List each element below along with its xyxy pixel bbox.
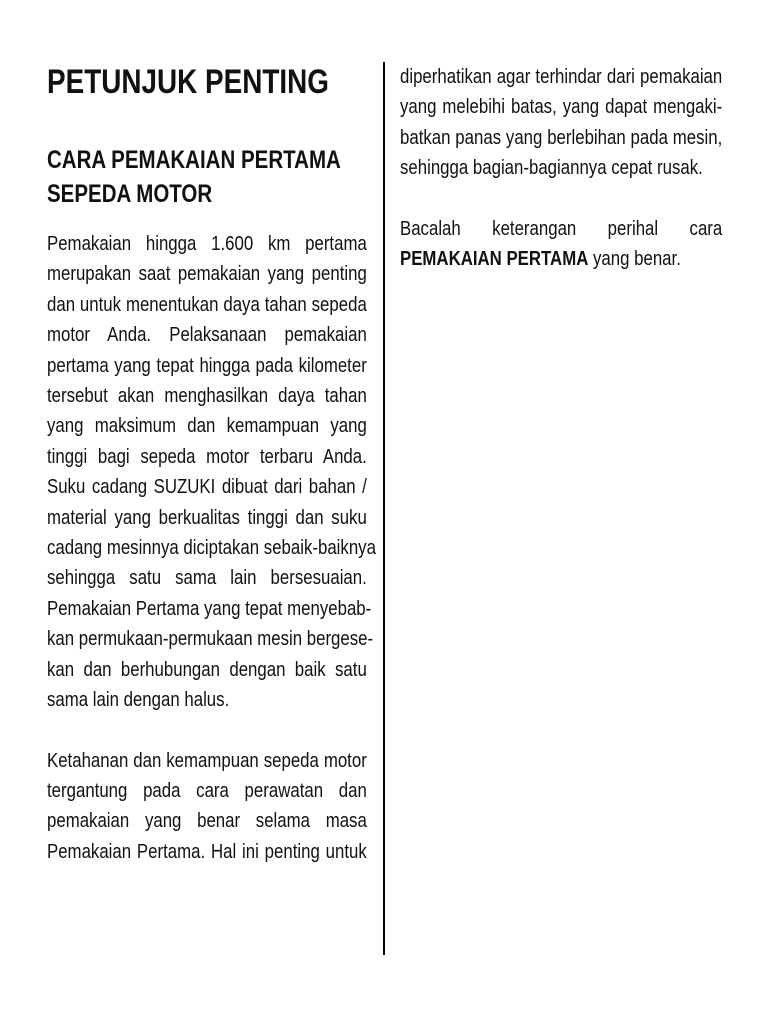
text-line: dan untuk menentukan daya tahan sepeda (47, 292, 367, 316)
right-paragraph-1 (400, 62, 722, 184)
text-line: sehingga satu sama lain bersesuaian. (47, 566, 367, 590)
right-paragraph-2 (400, 214, 722, 275)
text-line: Ketahanan dan kemampuan sepeda motor (47, 748, 367, 772)
text-line: material yang berkualitas tinggi dan suku (47, 505, 367, 529)
right-paragraph-2-tail: yang benar. (588, 247, 681, 271)
text-line: kan dan berhubungan dengan baik satu (47, 657, 367, 681)
text-line: cadang mesinnya diciptakan sebaik-baiknya (47, 536, 376, 560)
text-line: Pemakaian Pertama. Hal ini penting untuk (47, 839, 367, 863)
text-line: batkan panas yang berlebihan pada mesin, (400, 125, 723, 149)
text-line: yang maksimum dan kemampuan yang (47, 414, 367, 438)
column-divider (383, 62, 385, 955)
left-column (47, 229, 376, 867)
text-line: tinggi bagi sepeda motor terbaru Anda. (47, 444, 367, 468)
emphasis-text: PEMAKAIAN PERTAMA (400, 247, 589, 271)
text-line: sehingga bagian-bagiannya cepat rusak. (400, 156, 703, 180)
text-line: sama lain dengan halus. (47, 688, 230, 712)
right-column (400, 62, 722, 274)
text-line: diperhatikan agar terhindar dari pemakaian (400, 65, 723, 88)
text-line: kan permukaan-permukaan mesin bergese- (47, 627, 374, 651)
text-line: merupakan saat pemakaian yang penting (47, 262, 367, 286)
text-line: tersebut akan menghasilkan daya tahan (47, 384, 367, 408)
text-line: tergantung pada cara perawatan dan (47, 778, 367, 802)
text-line: Pemakaian Pertama yang tepat menyebab- (47, 596, 372, 620)
text-line: pertama yang tepat hingga pada kilometer (47, 353, 367, 377)
text-line: Suku cadang SUZUKI dibuat dari bahan / (47, 475, 367, 499)
text-line: motor Anda. Pelaksanaan pemakaian (47, 323, 367, 347)
text-line: Pemakaian hingga 1.600 km pertama (47, 232, 367, 255)
page-title: PETUNJUK PENTING (47, 63, 329, 101)
right-paragraph-2-line: Bacalah keterangan perihal cara (400, 216, 723, 240)
left-paragraph-1 (47, 229, 376, 716)
left-paragraph-2 (47, 746, 367, 868)
text-line: yang melebihi batas, yang dapat mengaki- (400, 95, 723, 119)
right-paragraph-2-line (400, 244, 722, 274)
section-title: CARA PEMAKAIAN PERTAMA SEPEDA MOTOR (47, 146, 341, 208)
text-line: pemakaian yang benar selama masa (47, 809, 367, 833)
